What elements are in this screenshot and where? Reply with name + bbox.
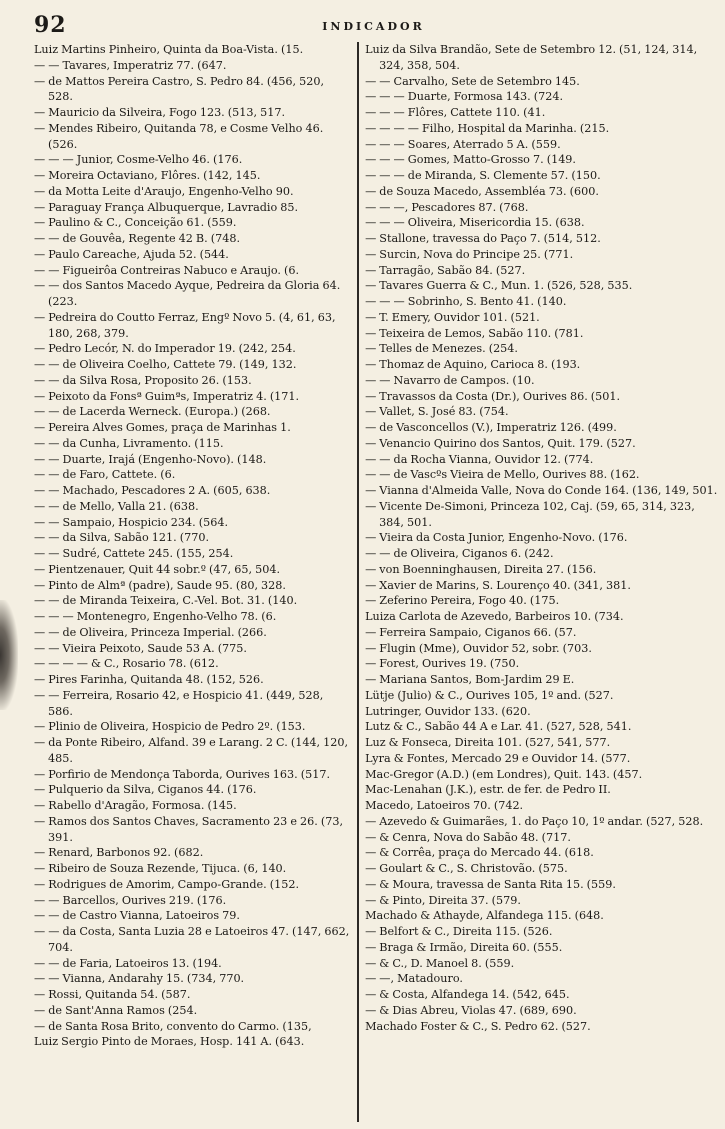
directory-entry: — Ferreira Sampaio, Ciganos 66. (57. (365, 625, 577, 639)
directory-entry: — Peixoto da Fonsª Guimªs, Imperatriz 4. (171. (34, 389, 300, 403)
directory-entry: — & Costa, Alfandega 14. (542, 645. (365, 988, 570, 1001)
directory-entry: — Paulo Careache, Ajuda 52. (544. (34, 247, 229, 261)
directory-entry: — Rabello d'Aragão, Formosa. (145. (34, 799, 237, 812)
directory-entry: — Vicente De-Simoni, Princeza 102, Caj. (59, 65, 314, 323, 384, 501. (365, 499, 695, 529)
directory-entry: — Pinto de Almª (padre), Saude 95. (80, 328. (34, 578, 286, 592)
directory-entry: — — de Faria, Latoeiros 13. (194. (34, 956, 222, 970)
directory-entry: — Paulino & C., Conceição 61. (559. (34, 216, 237, 230)
directory-entry: — Rodrigues de Amorim, Campo-Grande. (152. (34, 877, 300, 891)
directory-entry: — Goulart & C., S. Christovão. (575. (365, 862, 568, 875)
directory-entry: Mac-Gregor (A.D.) (em Londres), Quit. 143. (457. (365, 767, 643, 781)
directory-entry: Lutz & C., Sabão 44 A e Lar. 41. (527, 528, 541. (365, 720, 632, 734)
directory-entry: — — de Oliveira, Princeza Imperial. (266. (34, 625, 267, 639)
directory-entry: — — de Faro, Cattete. (6. (34, 468, 176, 482)
directory-entry: — Surcin, Nova do Principe 25. (771. (365, 247, 574, 261)
directory-entry: — — de Oliveira Coelho, Cattete 79. (149, 132. (34, 358, 297, 371)
directory-entry: — Porfirio de Mendonça Taborda, Ourives 163. (517. (34, 767, 331, 781)
directory-entry: — Teixeira de Lemos, Sabão 110. (781. (365, 326, 584, 340)
directory-entry: — & C., D. Manoel 8. (559. (365, 956, 515, 970)
directory-entry: — — Barcellos, Ourives 219. (176. (34, 893, 227, 907)
directory-entry: Luiz da Silva Brandão, Sete de Setembro 12. (51, 124, 314, 324, 358, 504. (365, 43, 698, 72)
directory-entry: — Paraguay França Albuquerque, Lavradio 85. (34, 200, 299, 214)
page-header (34, 8, 713, 40)
directory-entry: Macedo, Latoeiros 70. (742. (365, 799, 524, 812)
directory-entry: Luiz Martins Pinheiro, Quinta da Boa-Vista. (15. (34, 43, 304, 56)
directory-entry: — — de Castro Vianna, Latoeiros 79. (34, 909, 240, 923)
directory-entry: — von Boenninghausen, Direita 27. (156. (365, 562, 597, 576)
directory-entry: — Renard, Barbonos 92. (682. (34, 846, 204, 860)
directory-entry: — — Vianna, Andarahy 15. (734, 770. (34, 972, 245, 986)
directory-entry: — — — Oliveira, Misericordia 15. (638. (365, 216, 585, 230)
directory-entry: — — Sudré, Cattete 245. (155, 254. (34, 547, 234, 560)
directory-entry: — — da Costa, Santa Luzia 28 e Latoeiros 47. (147, 662, 704. (34, 925, 350, 954)
directory-entry: — de Mattos Pereira Castro, S. Pedro 84. (456, 520, 528. (34, 74, 325, 104)
directory-entry: — — Carvalho, Sete de Setembro 145. (365, 74, 580, 88)
directory-entry: — Stallone, travessa do Paço 7. (514, 512. (365, 232, 601, 245)
directory-entry: Mac-Lenahan (J.K.), estr. de fer. de Pedro II. (365, 783, 611, 797)
right-column (361, 42, 718, 1122)
directory-entry: — Vallet, S. José 83. (754. (365, 405, 509, 419)
directory-entry: — Vieira da Costa Junior, Engenho-Novo. (176. (365, 531, 628, 545)
directory-entry: — — — Duarte, Formosa 143. (724. (365, 90, 563, 104)
directory-entry: — Vianna d'Almeida Valle, Nova do Conde 164. (136, 149, 501. (365, 484, 718, 497)
left-column (34, 42, 355, 1122)
directory-entry: — de Vasconcellos (V.), Imperatriz 126. (499. (365, 421, 617, 434)
directory-entry: — Pereira Alves Gomes, praça de Marinhas 1. (34, 421, 291, 434)
directory-entry: Machado & Athayde, Alfandega 115. (648. (365, 909, 604, 923)
directory-entry: — Telles de Menezes. (254. (365, 342, 518, 356)
directory-entry: — — Vieira Peixoto, Saude 53 A. (775. (34, 641, 247, 655)
directory-entry: Machado Foster & C., S. Pedro 62. (527. (365, 1019, 591, 1033)
directory-entry: — de Souza Macedo, Assembléa 73. (600. (365, 184, 599, 198)
directory-columns (34, 42, 718, 1122)
directory-entry: — — — de Miranda, S. Clemente 57. (150. (365, 169, 601, 182)
directory-entry: — de Santa Rosa Brito, convento do Carmo. (135, (34, 1019, 312, 1033)
directory-entry: — Moreira Octaviano, Flôres. (142, 145. (34, 169, 261, 182)
directory-entry: — — da Silva Rosa, Proposito 26. (153. (34, 373, 252, 387)
directory-entry: — —, Matadouro. (365, 972, 463, 986)
directory-entry: — — Machado, Pescadores 2 A. (605, 638. (34, 484, 271, 497)
directory-entry: Lyra & Fontes, Mercado 29 e Ouvidor 14. (577. (365, 751, 631, 765)
directory-entry: — Azevedo & Guimarães, 1. do Paço 10, 1º andar. (527, 528. (365, 814, 704, 828)
directory-entry: — — — Montenegro, Engenho-Velho 78. (6. (34, 610, 277, 623)
directory-entry: — Tarragão, Sabão 84. (527. (365, 263, 526, 277)
directory-entry: — & Pinto, Direita 37. (579. (365, 893, 521, 907)
directory-entry: — — — Junior, Cosme-Velho 46. (176. (34, 153, 243, 167)
directory-entry: — Pientzenauer, Quit 44 sobr.º (47, 65, 504. (34, 562, 281, 576)
directory-entry: — — de Miranda Teixeira, C.-Vel. Bot. 31. (140. (34, 594, 298, 608)
directory-entry: — & Cenra, Nova do Sabão 48. (717. (365, 830, 571, 844)
directory-entry: — Tavares Guerra & C., Mun. 1. (526, 528, 535. (365, 279, 633, 293)
directory-entry: — — dos Santos Macedo Ayque, Pedreira da Gloria 64. (223. (34, 279, 341, 308)
column-divider (357, 42, 359, 1122)
directory-entry: — — —, Pescadores 87. (768. (365, 200, 529, 214)
directory-entry: — — de Oliveira, Ciganos 6. (242. (365, 547, 554, 560)
directory-entry: — Ramos dos Santos Chaves, Sacramento 23 e 26. (73, 391. (34, 814, 344, 844)
directory-entry: — — — Sobrinho, S. Bento 41. (140. (365, 295, 567, 308)
directory-entry: — — de Gouvêa, Regente 42 B. (748. (34, 232, 241, 245)
directory-entry: — — de Vascºs Vieira de Mello, Ourives 88. (162. (365, 468, 640, 482)
directory-entry: Lütje (Julio) & C., Ourives 105, 1º and. (527. (365, 688, 614, 702)
directory-entry: — — Ferreira, Rosario 42, e Hospicio 41. (449, 528, 586. (34, 688, 324, 718)
directory-entry: Luiz Sergio Pinto de Moraes, Hosp. 141 A. (643. (34, 1035, 305, 1049)
binding-shadow (0, 600, 18, 710)
directory-entry: — Mendes Ribeiro, Quitanda 78, e Cosme Velho 46. (526. (34, 121, 324, 151)
directory-entry: — Pires Farinha, Quitanda 48. (152, 526. (34, 673, 264, 686)
directory-entry: — — Duarte, Irajá (Engenho-Novo). (148. (34, 452, 267, 466)
directory-entry: — — — Soares, Aterrado 5 A. (559. (365, 137, 561, 151)
directory-entry: — — da Rocha Vianna, Ouvidor 12. (774. (365, 452, 594, 466)
directory-entry: — da Motta Leite d'Araujo, Engenho-Velho 90. (34, 184, 294, 198)
directory-entry: — — da Cunha, Livramento. (115. (34, 436, 224, 450)
directory-entry: — & Dias Abreu, Violas 47. (689, 690. (365, 1003, 577, 1017)
directory-entry: — — Sampaio, Hospicio 234. (564. (34, 515, 229, 529)
directory-entry: — da Ponte Ribeiro, Alfand. 39 e Larang. 2 C. (144, 120, 485. (34, 736, 349, 765)
directory-entry: — & Moura, travessa de Santa Rita 15. (559. (365, 877, 616, 891)
directory-entry: — Pulquerio da Silva, Ciganos 44. (176. (34, 783, 257, 797)
directory-entry: — Pedreira do Coutto Ferraz, Engº Novo 5. (4, 61, 63, 180, 268, 379. (34, 310, 336, 340)
directory-entry: — — de Lacerda Werneck. (Europa.) (268. (34, 405, 271, 419)
directory-entry: — — — — Filho, Hospital da Marinha. (215. (365, 121, 610, 135)
directory-entry: — Zeferino Pereira, Fogo 40. (175. (365, 594, 560, 608)
directory-entry: — — — — & C., Rosario 78. (612. (34, 657, 219, 671)
directory-entry: Luz & Fonseca, Direita 101. (527, 541, 577. (365, 736, 611, 749)
page-number: 92 (34, 12, 67, 38)
directory-entry: — Rossi, Quitanda 54. (587. (34, 988, 191, 1001)
running-head: INDICADOR (322, 20, 425, 33)
directory-entry: — Mauricio da Silveira, Fogo 123. (513, 517. (34, 106, 286, 119)
directory-entry: — Venancio Quirino dos Santos, Quit. 179. (527. (365, 436, 636, 450)
directory-entry: — Ribeiro de Souza Rezende, Tijuca. (6, 140. (34, 862, 287, 875)
directory-entry: — Forest, Ourives 19. (750. (365, 657, 520, 671)
directory-entry: — — — Flôres, Cattete 110. (41. (365, 106, 546, 119)
directory-entry: — de Sant'Anna Ramos (254. (34, 1003, 198, 1017)
directory-entry: — Plinio de Oliveira, Hospicio de Pedro 2º. (153. (34, 720, 306, 734)
directory-entry: — — da Silva, Sabão 121. (770. (34, 531, 209, 545)
directory-entry: — Xavier de Marins, S. Lourenço 40. (341, 381. (365, 578, 631, 592)
directory-entry: — Braga & Irmão, Direita 60. (555. (365, 940, 563, 954)
directory-entry: — — Figueirôa Contreiras Nabuco e Araujo. (6. (34, 263, 300, 277)
directory-entry: — Mariana Santos, Bom-Jardim 29 E. (365, 673, 575, 686)
directory-entry: Lutringer, Ouvidor 133. (620. (365, 704, 531, 718)
directory-entry: — — Tavares, Imperatriz 77. (647. (34, 58, 227, 72)
directory-entry: — — de Mello, Valla 21. (638. (34, 499, 199, 513)
directory-entry: — & Corrêa, praça do Mercado 44. (618. (365, 846, 594, 860)
directory-entry: — Travassos da Costa (Dr.), Ourives 86. (501. (365, 389, 621, 403)
directory-entry: — — — Gomes, Matto-Grosso 7. (149. (365, 153, 576, 167)
directory-entry: — Pedro Lecór, N. do Imperador 19. (242, 254. (34, 342, 296, 356)
directory-entry: — — Navarro de Campos. (10. (365, 373, 535, 387)
directory-entry: — T. Emery, Ouvidor 101. (521. (365, 310, 540, 324)
directory-entry: Luiza Carlota de Azevedo, Barbeiros 10. (734. (365, 610, 624, 623)
directory-entry: — Thomaz de Aquino, Carioca 8. (193. (365, 358, 581, 371)
directory-entry: — Belfort & C., Direita 115. (526. (365, 925, 553, 938)
directory-entry: — Flugin (Mme), Ouvidor 52, sobr. (703. (365, 641, 592, 655)
